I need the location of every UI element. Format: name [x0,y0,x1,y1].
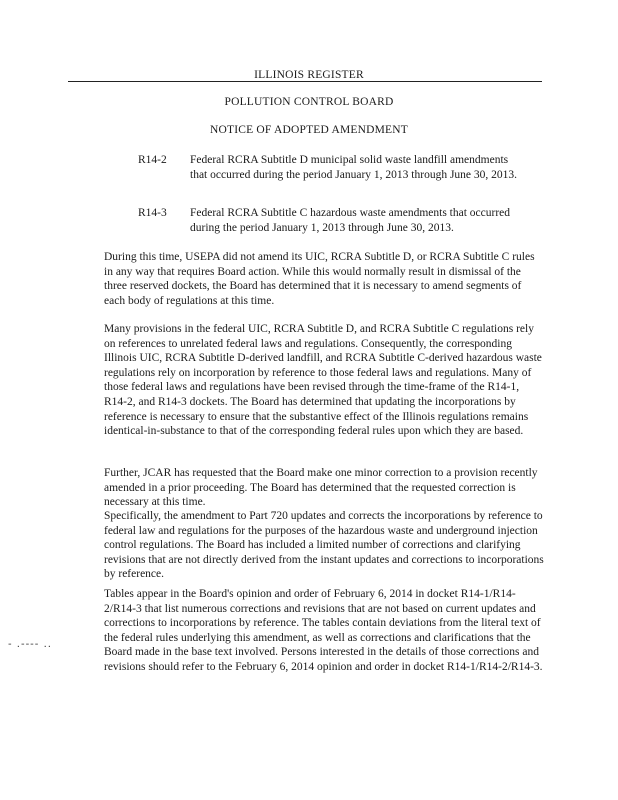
body-paragraph: Many provisions in the federal UIC, RCRA Subtitle D, and RCRA Subtitle C regulations rely on references to unrelated federal laws and regulations. Consequently, the corresponding Illinois UIC, RCRA Subtitle D-derived landfill, and RCRA Subtitle C-derived hazardous waste regulations rely on incorporation by reference to those federal laws and regulations. Many of those federal laws and regulations have been revised through the time-frame of the R14-1, R14-2, and R14-3 dockets. The Board has determined that updating the incorporations by reference is necessary to ensure that the substantive effect of the Illinois regulations remains identical-in-substance to that of the corresponding federal rules upon which they are based. [104,323,542,438]
board-name: POLLUTION CONTROL BOARD [224,96,394,108]
header-rule [68,81,542,82]
notice-title: NOTICE OF ADOPTED AMENDMENT [209,124,409,136]
body-paragraph: Specifically, the amendment to Part 720 updates and corrects the incorporations by reference to federal law and regulations for the purposes of the hazardous waste and underground injection control regulations. The Board has included a limited number of corrections and clarifying revisions that are not directly derived from the instant updates and corrections to incorporations by reference. [104,510,544,581]
margin-mark: - .---- .. [8,639,52,650]
register-title: ILLINOIS REGISTER [254,69,364,81]
body-paragraph: Tables appear in the Board's opinion and order of February 6, 2014 in docket R14-1/R14-2/R14-3 that list numerous corrections and revisions that are not based on current updates and corrections to incorporations by reference. The tables contain deviations from the literal text of the federal rules underlying this amendment, as well as corrections and clarifications that the Board made in the base text involved. Persons interested in the details of those corrections and revisions should refer to the February 6, 2014 opinion and order in docket R14-1/R14-2/R14-3. [104,588,543,673]
docket-number: R14-2 [138,154,167,166]
docket-number: R14-3 [138,207,167,219]
docket-description: Federal RCRA Subtitle D municipal solid waste landfill amendments that occurred during the period January 1, 2013 through June 30, 2013. [190,154,518,181]
body-paragraph: Further, JCAR has requested that the Board make one minor correction to a provision recently amended in a prior proceeding. The Board has determined that the requested correction is necessary at this time. [104,467,538,509]
docket-description: Federal RCRA Subtitle C hazardous waste amendments that occurred during the period January 1, 2013 through June 30, 2013. [190,207,511,234]
body-paragraph: During this time, USEPA did not amend its UIC, RCRA Subtitle D, or RCRA Subtitle C rules in any way that requires Board action. While this would normally result in dismissal of the three reserved dockets, the Board has determined that it is necessary to amend segments of each body of regulations at this time. [104,251,535,307]
